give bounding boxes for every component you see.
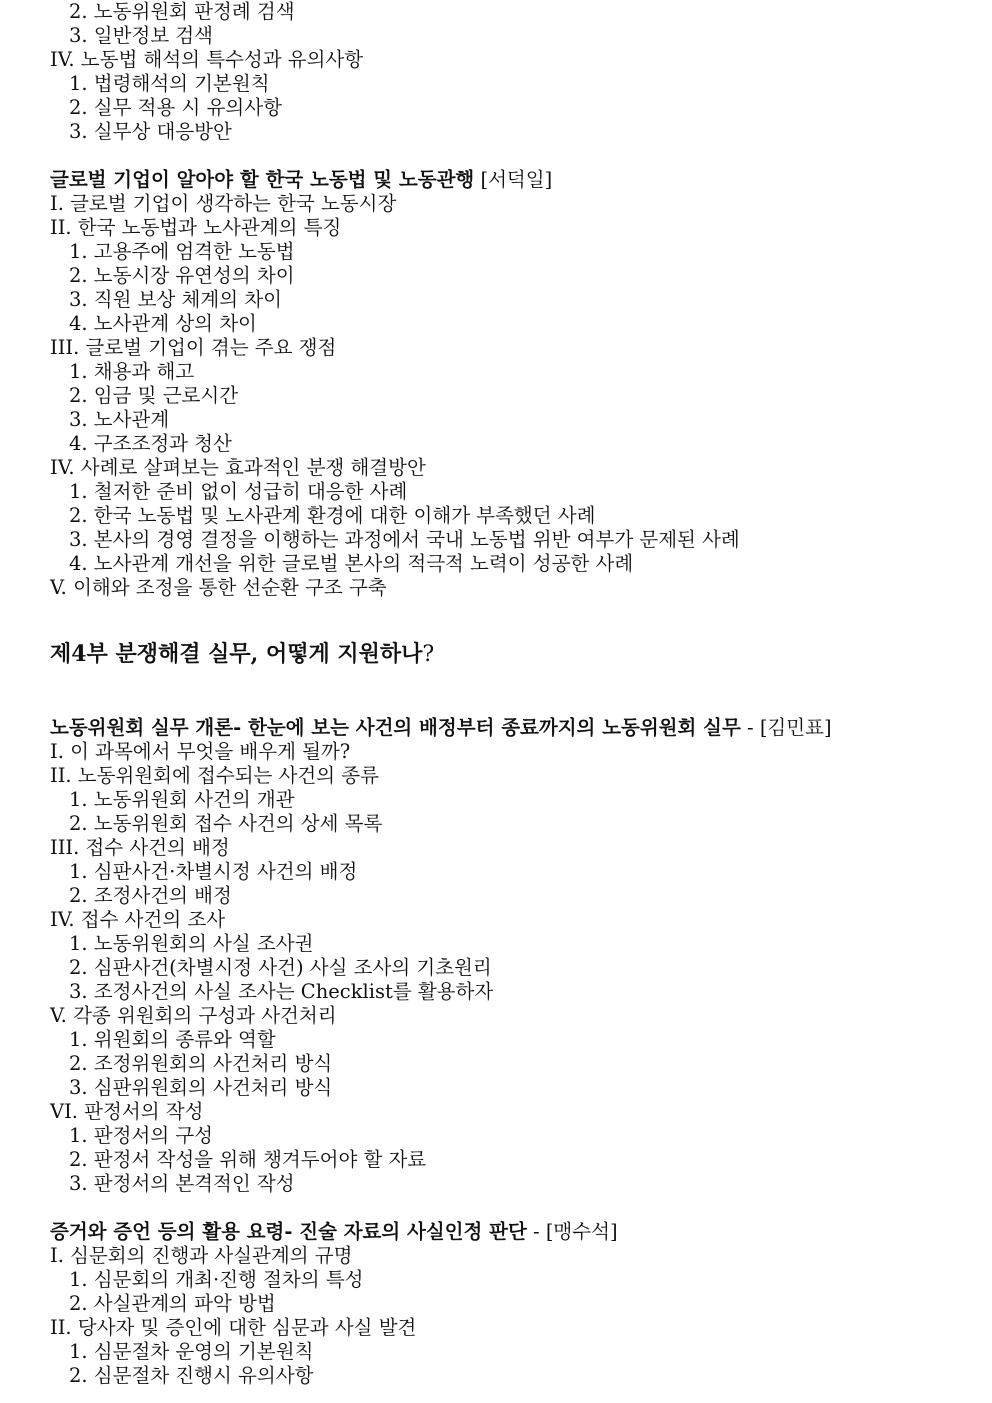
section-title-dash: -	[526, 1220, 546, 1243]
section-author: [서덕일]	[480, 168, 553, 191]
section-global-labor-law	[50, 168, 970, 600]
section-title-line	[50, 716, 970, 740]
outline-heading: I. 이 과목에서 무엇을 배우게 될까?	[50, 740, 351, 763]
outline-heading: IV. 사례로 살펴보는 효과적인 분쟁 해결방안	[50, 456, 426, 479]
part-title-qmark: ?	[422, 642, 435, 667]
outline-item: 2. 심문절차 진행시 유의사항	[69, 1364, 314, 1387]
outline-heading: IV. 노동법 해석의 특수성과 유의사항	[50, 48, 364, 71]
outline-item: 1. 위원회의 종류와 역할	[69, 1028, 276, 1051]
outline-continued	[50, 0, 970, 144]
outline-heading: I. 심문회의 진행과 사실관계의 규명	[50, 1244, 353, 1267]
section-title: 글로벌 기업이 알아야 할 한국 노동법 및 노동관행	[50, 168, 475, 191]
outline-item: 2. 조정사건의 배정	[69, 884, 232, 907]
outline-heading: III. 글로벌 기업이 겪는 주요 쟁점	[50, 336, 337, 359]
outline-heading: II. 노동위원회에 접수되는 사건의 종류	[50, 764, 379, 787]
outline-item: 1. 심문회의 개최·진행 절차의 특성	[69, 1268, 364, 1291]
outline-item: 3. 조정사건의 사실 조사는 Checklist를 활용하자	[69, 980, 494, 1003]
outline-item: 3. 심판위원회의 사건처리 방식	[69, 1076, 333, 1099]
outline-item: 2. 노동시장 유연성의 차이	[69, 264, 295, 287]
section-title-line	[50, 1220, 970, 1244]
outline-item: 2. 조정위원회의 사건처리 방식	[69, 1052, 333, 1075]
section-title: 증거와 증언 등의 활용 요령- 진술 자료의 사실인정 판단	[50, 1220, 527, 1243]
part-title-text: 제4부 분쟁해결 실무, 어떻게 지원하나	[50, 641, 423, 667]
document-page	[50, 0, 970, 1388]
outline-item: 1. 노동위원회 사건의 개관	[69, 788, 295, 811]
outline-heading: I. 글로벌 기업이 생각하는 한국 노동시장	[50, 192, 397, 215]
outline-item: 2. 임금 및 근로시간	[69, 384, 239, 407]
outline-item: 4. 구조조정과 청산	[69, 432, 232, 455]
section-author: [김민표]	[759, 716, 832, 739]
outline-item: 1. 철저한 준비 없이 성급히 대응한 사례	[69, 480, 408, 503]
outline-item: 4. 노사관계 개선을 위한 글로벌 본사의 적극적 노력이 성공한 사례	[69, 552, 634, 575]
outline-item: 2. 심판사건(차별시정 사건) 사실 조사의 기초원리	[69, 956, 492, 979]
section-title-dash: -	[740, 716, 760, 739]
section-labor-commission-practice	[50, 716, 970, 1196]
outline-item: 3. 본사의 경영 결정을 이행하는 과정에서 국내 노동법 위반 여부가 문제된 사례	[69, 528, 740, 551]
outline-item: 2. 판정서 작성을 위해 챙겨두어야 할 자료	[69, 1148, 427, 1171]
part-title	[50, 640, 970, 668]
outline-item: 3. 판정서의 본격적인 작성	[69, 1172, 295, 1195]
outline-item: 2. 한국 노동법 및 노사관계 환경에 대한 이해가 부족했던 사례	[69, 504, 596, 527]
outline-item: 3. 노사관계	[69, 408, 170, 431]
outline-heading: II. 당사자 및 증인에 대한 심문과 사실 발견	[50, 1316, 417, 1339]
section-evidence-testimony	[50, 1220, 970, 1388]
outline-item: 1. 채용과 해고	[69, 360, 195, 383]
outline-heading: V. 각종 위원회의 구성과 사건처리	[50, 1004, 337, 1027]
outline-item: 2. 사실관계의 파악 방법	[69, 1292, 276, 1315]
section-title: 노동위원회 실무 개론- 한눈에 보는 사건의 배정부터 종료까지의 노동위원회 실무	[50, 716, 741, 739]
outline-item: 1. 노동위원회의 사실 조사권	[69, 932, 314, 955]
outline-item: 1. 법령해석의 기본원칙	[69, 72, 270, 95]
outline-item: 1. 심문절차 운영의 기본원칙	[69, 1340, 314, 1363]
section-author: [맹수석]	[545, 1220, 618, 1243]
outline-item: 2. 노동위원회 접수 사건의 상세 목록	[69, 812, 383, 835]
outline-heading: V. 이해와 조정을 통한 선순환 구조 구축	[50, 576, 387, 599]
outline-item: 4. 노사관계 상의 차이	[69, 312, 257, 335]
outline-item: 3. 실무상 대응방안	[69, 120, 232, 143]
outline-item: 1. 심판사건·차별시정 사건의 배정	[69, 860, 358, 883]
outline-item: 3. 직원 보상 체계의 차이	[69, 288, 282, 311]
outline-item: 1. 고용주에 엄격한 노동법	[69, 240, 295, 263]
outline-item: 2. 노동위원회 판정례 검색	[69, 0, 295, 23]
outline-item: 3. 일반정보 검색	[69, 24, 214, 47]
outline-heading: III. 접수 사건의 배정	[50, 836, 230, 859]
section-title-line	[50, 168, 970, 192]
outline-heading: IV. 접수 사건의 조사	[50, 908, 226, 931]
outline-heading: VI. 판정서의 작성	[50, 1100, 204, 1123]
outline-item: 2. 실무 적용 시 유의사항	[69, 96, 282, 119]
outline-heading: II. 한국 노동법과 노사관계의 특징	[50, 216, 342, 239]
outline-item: 1. 판정서의 구성	[69, 1124, 214, 1147]
